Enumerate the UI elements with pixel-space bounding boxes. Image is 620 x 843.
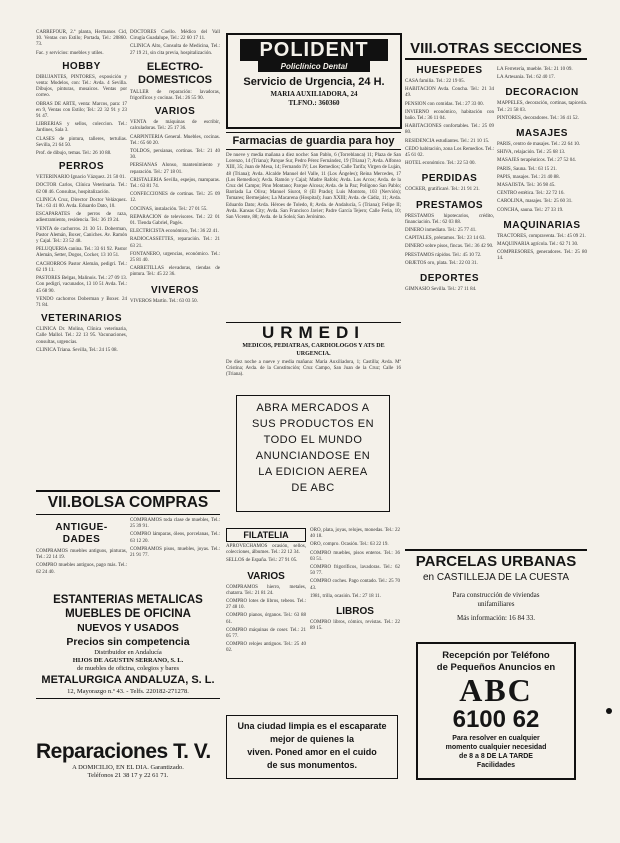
section-title-electrodomesticos: ELECTRO- DOMESTICOS: [138, 60, 212, 86]
listing-text: CRISTALERIA Sevilla, espejos, mamparas. Tel.: 63 81 74.: [130, 177, 220, 190]
listing-text: SELLOS de España. Tel.: 27 91 05.: [226, 558, 298, 564]
listing-text: MAQUINARIA agrícola. Tel.: 62 71 30.: [497, 242, 579, 248]
column-4: [405, 63, 494, 295]
listing-text: HABITACION Avda. Concha. Tel.: 21 34 49.: [405, 87, 494, 99]
ciudad-line: Una ciudad limpia es el escaparate: [237, 721, 387, 731]
listing-text: CLINICA Dr. Molina, Clínica veterinaria, Calle Mallol. Tel.: 22 13 95. Vacunaciones, consultas, urgencias.: [36, 327, 127, 345]
listing-text: DINERO sobre pisos, fincas. Tel.: 36 42 90.: [405, 244, 494, 250]
listing-text: CEDO habitación, zona Los Remedios. Tel.: 45 61 02.: [405, 146, 494, 159]
listing-text: CLINICA Cruz, Director Doctor Velázquez. Tel.: 63 41 00. Avda. Eduardo Dato, 10.: [36, 197, 127, 210]
recepcion-line: Para resolver en cualquier: [452, 735, 540, 742]
listing-text: COMPRO coches. Pago contado. Tel.: 25 70 43.: [310, 579, 400, 591]
listing-text: COMPRO lotes de libros, tebeos. Tel.: 27 48 10.: [226, 599, 306, 611]
reparaciones-line2: Teléfonos 21 38 17 y 22 61 71.: [87, 772, 169, 779]
antiguedades-block: [36, 518, 127, 578]
listing-text: COMPRO libros, cómics, revistas. Tel.: 22 89 15.: [310, 620, 400, 632]
polident-address: MARIA AUXILIADORA, 24: [270, 90, 358, 98]
estanterias-distribuidor: Distribuidor en Andalucía: [94, 649, 162, 656]
listing-text: PAPIS, masajes. Tel.: 21 40 88.: [497, 174, 560, 180]
recepcion-line: momento cualquier necesidad: [445, 744, 547, 751]
listing-text: PELUQUERIA canina. Tel.: 33 61 92. Pastor Alemán, Setter, Dogos, Cocker, 13 10 51.: [36, 247, 127, 259]
recepcion-line: de 8 a 8 DE LA TARDE: [459, 753, 533, 760]
listing-text: CONCHA, sauna. Tel.: 27 33 19.: [497, 207, 564, 213]
polident-service: Servicio de Urgencia, 24 H.: [243, 76, 385, 88]
listing-text: MASAJISTA. Tel.: 36 98 45.: [497, 183, 556, 189]
ciudad-line: de sus monumentos.: [266, 760, 357, 770]
listing-text: ELECTRICISTA económico, Tel.: 36 22 41.: [130, 229, 219, 235]
section-title-varios: VARIOS: [154, 106, 196, 118]
compras-mid-block: [310, 528, 400, 634]
section-title-veterinarios: VETERINARIOS: [40, 313, 122, 325]
section-title-maquinarias: MAQUINARIAS: [503, 219, 581, 231]
listing-text: CLINICA Alto, Consulta de Medicina, Tel.: 27 19 21, sin cita previa, hospitalización.: [130, 44, 220, 56]
listing-text: COMPRO muebles, pisos enteros. Tel.: 36 03 51.: [310, 550, 400, 562]
section-title-perros: PERROS: [58, 161, 105, 173]
abc-box-line: ABRA MERCADOS A: [256, 402, 370, 414]
listing-text: VENTA de máquinas de escribir, calculadoras. Tel.: 25 17 36.: [130, 120, 220, 132]
polident-subtitle: Policlínico Dental: [258, 61, 370, 72]
abc-box-line: DE ABC: [291, 482, 335, 494]
parcelas-line: Para construcción de viviendas: [452, 591, 540, 599]
ciudad-line: viven. Poned amor en el cuido: [247, 747, 377, 757]
section-title-perdidas: PERDIDAS: [421, 173, 478, 185]
listing-text: CLINICA Triana. Sevilla, Tel.: 24 15 08.: [36, 347, 118, 353]
listing-text: PERSIANAS Alonso, mantenimiento y reparación. Tel.: 27 18 01.: [130, 163, 220, 175]
section-title-otras-secciones: VIII.OTRAS SECCIONES: [405, 40, 587, 60]
estanterias-metalurgica: METALURGICA ANDALUZA, S. L.: [41, 674, 215, 686]
listing-text: HABITACIONES confortables. Tel.: 25 09 80.: [405, 124, 494, 136]
listing-text: MAPPELES, decoración, cortinas, tapicería. Tel.: 21 58 03.: [497, 101, 587, 113]
farmacias-title: Farmacias de guardia para hoy: [226, 132, 401, 150]
listing-text: COMPRAMOS muebles antiguos, pinturas, Tel.: 22 14 19.: [36, 549, 127, 561]
listing-text: CAPITALES, préstamos. Tel.: 23 14 63.: [405, 236, 486, 242]
recepcion-line: Facilidades: [476, 762, 516, 769]
section-title-decoracion: DECORACION: [505, 87, 579, 99]
listing-text: DOCTOR Carlos, Clínica Veterinaria. Tel.: 62 08 46. Consultas, hospitalización.: [36, 183, 127, 195]
abc-box-line: TODO EL MUNDO: [263, 434, 363, 446]
estanterias-address: 12, Mayorazgo n.º 43. - Telfs. 220182-271278.: [36, 687, 220, 699]
compras-block: [130, 518, 220, 561]
listing-text: Prof. de dibujo, temas. Tel.: 26 10 88.: [36, 151, 112, 157]
listing-text: CASA familia. Tel.: 22 19 05.: [405, 79, 465, 84]
listing-text: ORO, compro. Ocasión. Tel.: 63 22 19.: [310, 542, 389, 548]
estanterias-company: HIJOS DE AGUSTIN SERRANO, S. L.: [72, 657, 184, 664]
urmedi-title: URMEDI: [226, 322, 401, 343]
section-title-masajes: MASAJES: [516, 128, 568, 140]
listing-text: DINERO inmediato. Tel.: 25 77 41.: [405, 228, 477, 234]
urmedi-subtitle: MEDICOS, PEDIATRAS, CARDIOLOGOS Y ATS DE URGENCIA.: [242, 343, 385, 357]
section-title-varios-mid: VARIOS: [247, 570, 285, 582]
section-title-hobby: HOBBY: [62, 60, 101, 72]
listing-text: MASAJES terapéuticos. Tel.: 27 52 04.: [497, 158, 576, 164]
listing-text: PARIS, centro de masajes. Tel.: 22 64 10.: [497, 142, 581, 148]
listing-text: PASTORES Belgas, Malinois. Tel.: 27 09 13. Con pedigrí, vacunados, 13 10 51 Avda. Tel.: 45 68 90.: [36, 276, 127, 294]
estanterias-title: ESTANTERIAS METALICAS: [53, 594, 203, 606]
recepcion-line: Recepción por Teléfono: [442, 650, 550, 661]
listing-text: COMPRO frigoríficos, lavadoras. Tel.: 62 50 77.: [310, 565, 400, 577]
abc-box-line: ANUNCIANDOSE EN: [255, 450, 371, 462]
listing-text: VENDO cachorros Doberman y Boxer. 24 71 84.: [36, 296, 127, 308]
column-5: [497, 63, 587, 265]
reparaciones-line1: A DOMICILIO, EN EL DIA. Garantizado.: [72, 764, 184, 771]
parcelas-ad: [405, 549, 587, 623]
listing-text: RESIDENCIA estudiantes. Tel.: 21 10 15.: [405, 138, 490, 144]
section-title-antiguedades: ANTIGUE- DADES: [55, 522, 108, 545]
listing-text: SHIVA, relajación. Tel.: 25 68 13.: [497, 150, 566, 156]
recepcion-abc-ad: [416, 642, 576, 780]
listing-text: PENSION con comidas. Tel.: 27 33 00.: [405, 101, 484, 107]
parcelas-info: Más información: 16 84 33.: [457, 614, 535, 622]
listing-text: 1981, trilla, ocasión. Tel.: 27 18 11.: [310, 593, 381, 599]
listing-text: COCINAS, instalación. Tel.: 27 01 55.: [130, 206, 208, 212]
reparaciones-title: Reparaciones T. V.: [36, 740, 211, 763]
listing-text: COMPRAMOS pisos, muebles, joyas. Tel.: 21 91 77.: [130, 546, 220, 559]
listing-text: LA Ferretería, mueble. Tel.: 21 10 09.: [497, 67, 573, 72]
listing-text: TALLER de reparación: lavadoras, frigoríficos y cocinas. Tel.: 26 55 90.: [130, 89, 220, 102]
listing-text: VIVEROS Martín. Tel.: 63 03 50.: [130, 298, 198, 304]
section-title-prestamos: PRESTAMOS: [415, 199, 484, 211]
listing-text: PARIS, Sauna. Tel.: 63 15 21.: [497, 166, 557, 172]
abc-aerea-ad: [236, 395, 390, 512]
urmedi-block: [226, 322, 401, 381]
polident-title: POLIDENT: [240, 39, 388, 61]
listing-text: COMPRESORES, generadores. Tel.: 25 80 14.: [497, 250, 587, 262]
listing-text: ESCAPARATES de perros de raza, adiestramiento, residencia. Tel.: 36 19 24.: [36, 212, 127, 224]
filatelia-block: [226, 528, 306, 657]
abc-logo: ABC: [459, 672, 533, 708]
estanterias-ad: [36, 594, 220, 699]
ciudad-line: mejor de quienes la: [269, 734, 355, 744]
section-title-viveros: VIVEROS: [151, 284, 199, 296]
section-title-deportes: DEPORTES: [419, 273, 479, 285]
section-title-bolsa-compras: VII.BOLSA COMPRAS: [36, 490, 220, 515]
section-title-filatelia: FILATELIA: [226, 528, 306, 542]
ciudad-limpia-notice: [226, 715, 398, 779]
estanterias-subtitle: MUEBLES DE OFICINA: [65, 608, 191, 620]
reparaciones-ad: [36, 740, 220, 780]
listing-text: FONTANERO, urgencias, económico. Tel.: 25 81 40.: [130, 251, 220, 264]
polident-phone: TLFNO.: 360360: [288, 99, 340, 107]
listing-text: COMPRO relojes antiguos. Tel.: 25 40 02.: [226, 642, 306, 654]
listing-text: GIMNASIO Sevilla. Tel.: 27 11 84.: [405, 287, 477, 293]
farmacias-text: De nueve y media mañana a diez noche: San Pablo, 6 (Torreblanca) 11; Plaza de San Lorenzo, 14 (Triana); Parque Sur, Pedro Pérez Fernández, 19 (Triana) 7; Avda. Alfonso XIII, 35; Juan de Mesa, 14; Fernando IV; Los Remedios; Calle Tarifa; Virgen de Luján, 48 (Triana); Avda. Alcalde Manuel del Valle, 11 (Los Ángeles); Reina Mercedes, 17 (Los Remedios); Avda. Ramón y Cajal; Madre Rafols; Avda. Los Arcos; Avda. de la Cruz del Campo; Pino Montano; Parque Alcosa; Avda. de la Paz; Polígono San Pablo; Barriada La Oliva; Manuel Siurot, 8 (El Prado); Luis Montoto, 103 (Nervión); Tomares; Bermejales; La Macarena (Hospital); Juan XXIII; Avda. de Cádiz, 11; Avda. Eduardo Dato; Avda. Héroes de Toledo, 8; Avda. de Andalucía, 5 (Triana); Felipe II; Avda. Kansas City; Avda. San Francisco Javier; Padre García Tejero; Calle Feria, 10; San Vicente, 88; Avda. de la Soleá; San Jerónimo.: [226, 153, 401, 221]
estanterias-nuevos: NUEVOS Y USADOS: [77, 622, 179, 634]
urmedi-text: De diez noche a nueve y media mañana: María Auxiliadora, 1; Castilla; Avda. Mª Cristina; Avda. de la Constitución; Cruz Campo, San Juan de la Cruz; Calle 16 (Triana).: [226, 360, 401, 378]
estanterias-detail: de muebles de oficina, colegios y bares: [77, 665, 179, 672]
listing-text: COCKER, gratificaré. Tel.: 21 91 21.: [405, 187, 480, 193]
abc-box-line: SUS PRODUCTOS EN: [251, 418, 375, 430]
section-title-huespedes: HUESPEDES: [416, 65, 483, 76]
ink-dot-icon: [606, 708, 612, 714]
recepcion-line: de Pequeños Anuncios en: [436, 662, 556, 673]
column-2: [130, 30, 220, 307]
polident-ad: [226, 33, 402, 129]
listing-text: TOLDOS, persianas, cortinas. Tel.: 21 40 30.: [130, 149, 220, 161]
recepcion-phone: 6100 62: [452, 706, 540, 733]
listing-text: HOTEL económico. Tel.: 22 53 00.: [405, 161, 476, 167]
parcelas-title: PARCELAS URBANAS: [405, 549, 587, 571]
parcelas-line: unifamiliares: [477, 600, 515, 608]
listing-text: DIBUJANTES, PINTORES, exposición y venta: Modelos, con: Tel.: Avda. 4 Sevilla. Dibujos, pinturas, mosaicos. Ventas por correo.: [36, 74, 127, 99]
listing-text: CACHORROS Pastor Alemán, pedigrí. Tel.: 62 19 11.: [36, 261, 127, 273]
listing-text: TRACTORES, compraventa. Tel.: 45 09 21.: [497, 233, 586, 239]
listing-text: OBRAS DE ARTE, venta: Marcos, para: 17 en 9, Ventas con Estilo; Tel.: 22 32 91 y 23 91 47.: [36, 101, 127, 120]
estanterias-precios: Precios sin competencia: [66, 636, 190, 648]
listing-text: COMPRO muebles antiguos, pago más. Tel.: 62 24 40.: [36, 563, 127, 575]
listing-text: VETERINARIO Ignacio Vázquez. 21 50 01.: [36, 175, 126, 181]
listing-text: Fac. y servicios: muebles y utiles.: [36, 50, 104, 56]
listing-text: OBJETOS oro, plata. Tel.: 22 03 31.: [405, 260, 478, 266]
listing-text: RADIOCASSETTES, reparación. Tel.: 21 63 21.: [130, 237, 220, 249]
listing-text: LA Artesanía. Tel.: 62 40 17.: [497, 75, 555, 81]
listing-text: LIBRERIAS y sellos, coleccion. Tel.: Jardines, Sala 3.: [36, 122, 127, 134]
listing-text: VENTA de cachorros. 21 30 51. Doberman, Pastor Alemán, Boxer, Caniches. Av. Ramón y Cajal. Tel.: 23 52 48.: [36, 226, 127, 245]
listing-text: CENTRO estética. Tel.: 22 72 16.: [497, 191, 565, 197]
farmacias-block: [226, 132, 401, 223]
listing-text: CONFECCIONES de cortinas. Tel.: 25 09 12.: [130, 192, 220, 204]
listing-text: CLASES de pintura, talleres, tertulias. Sevilla, 21 64 50.: [36, 136, 127, 148]
listing-text: PINTORES, decoradores. Tel.: 36 41 52.: [497, 115, 579, 121]
listing-text: REPARACION de televisores. Tel.: 22 01 01. Tienda Gabriel, Pagés.: [130, 214, 220, 227]
column-1: [36, 30, 127, 356]
abc-box-line: LA EDICION AEREA: [258, 466, 368, 478]
listing-text: INVIERNO económico, habitación con baño. Tel.: 36 11 04.: [405, 109, 494, 122]
listing-text: CARPINTERIA General. Muebles, cocinas. Tel.: 65 60 20.: [130, 134, 220, 146]
parcelas-location: en CASTILLEJA DE LA CUESTA: [423, 572, 569, 583]
listing-text: DOCTORES Coello. Médico del Vall Cirugía Guadalupe, Tel.: 22 60 17 11.: [130, 30, 220, 42]
listing-text: COMPRO lámparas, óleos, porcelanas, Tel.: 63 12 20.: [130, 532, 220, 544]
listing-text: COMPRAMOS toda clase de muebles, Tel.: 25 39 91.: [130, 518, 220, 530]
section-title-libros: LIBROS: [336, 606, 374, 618]
listing-text: CARRETILLAS elevadoras, tiendas de pintura. Tel.: 45 22 36.: [130, 266, 220, 278]
listing-text: APROVECHAMOS ocasión, sellos, colecciones, álbumes. Tel.: 22 12 34.: [226, 544, 306, 556]
listing-text: CAROLINA, masajes. Tel.: 25 60 31.: [497, 199, 573, 205]
listing-text: COMPRAMOS hierro, metales, chatarra. Tel.: 21 81 24.: [226, 584, 306, 596]
listing-text: COMPRO máquinas de coser. Tel.: 21 05 77.: [226, 627, 306, 640]
listing-text: CARREFOUR, 2.ª planta, Hermanos Cid, 10. Ventas con Estilo; Portada, Tel.: 20860. 73.: [36, 30, 127, 48]
listing-text: COMPRO pianos, órganos. Tel.: 63 88 61.: [226, 613, 306, 625]
listing-text: ORO, plata, joyas, relojes, monedas. Tel.: 22 40 18.: [310, 528, 400, 540]
listing-text: PRESTAMOS rápidos. Tel.: 45 10 72.: [405, 252, 482, 258]
listing-text: PRESTAMOS hipotecarios, crédito, financiación. Tel.: 62 03 88.: [405, 213, 494, 225]
